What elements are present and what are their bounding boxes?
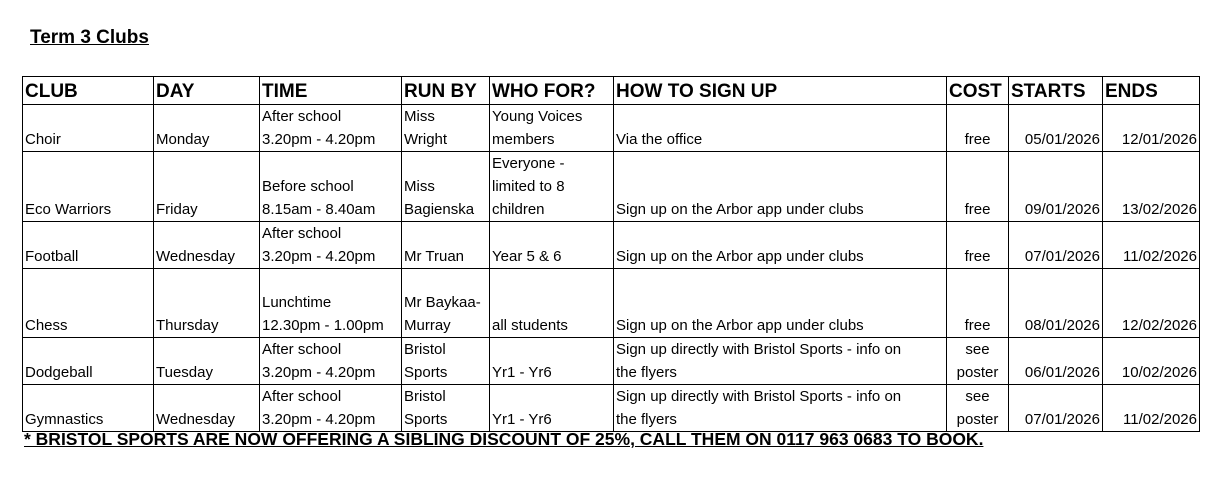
run-by-cell: [402, 269, 490, 338]
time-cell-line: 3.20pm - 4.20pm: [262, 364, 376, 381]
day-cell: Monday: [154, 105, 260, 152]
who-for-cell: [490, 269, 614, 338]
club-cell: Chess: [23, 269, 154, 338]
sign-up-cell-line: Sign up directly with Bristol Sports - info on: [616, 341, 902, 358]
sibling-discount-note: * BRISTOL SPORTS ARE NOW OFFERING A SIBLING DISCOUNT OF 25%, CALL THEM ON 0117 963 0683 TO BOOK.: [24, 429, 984, 449]
table-row: [23, 222, 1200, 269]
cost-cell-line: see: [965, 341, 990, 358]
time-cell-line: Lunchtime: [262, 294, 332, 311]
time-cell-line: 12.30pm - 1.00pm: [262, 317, 384, 334]
run-by-cell-line: Wright: [404, 131, 448, 148]
run-by-cell-line: Murray: [404, 317, 451, 334]
cost-cell-line: poster: [956, 364, 999, 381]
table-row: [23, 269, 1200, 338]
table-row: [23, 105, 1200, 152]
ends-cell: 10/02/2026: [1103, 338, 1200, 385]
sign-up-cell-line: the flyers: [616, 364, 677, 381]
cost-cell-line: free: [964, 248, 991, 265]
club-cell: Dodgeball: [23, 338, 154, 385]
cost-cell: [947, 152, 1009, 222]
who-for-cell-line: children: [492, 201, 545, 218]
cost-cell-line: see: [965, 388, 990, 405]
table-row: [23, 152, 1200, 222]
time-cell: [260, 385, 402, 432]
club-cell: Eco Warriors: [23, 152, 154, 222]
run-by-cell-line: Mr Baykaa-: [404, 294, 481, 311]
table-row: [23, 338, 1200, 385]
ends-cell: 12/01/2026: [1103, 105, 1200, 152]
time-cell-line: 3.20pm - 4.20pm: [262, 248, 376, 265]
time-cell-line: After school: [262, 341, 342, 358]
time-cell: [260, 222, 402, 269]
cost-cell: [947, 338, 1009, 385]
sign-up-cell-line: Sign up on the Arbor app under clubs: [616, 201, 864, 218]
time-cell-line: 3.20pm - 4.20pm: [262, 411, 376, 428]
run-by-cell-line: Miss: [404, 178, 435, 195]
club-cell: Choir: [23, 105, 154, 152]
time-cell: [260, 269, 402, 338]
header-club: CLUB: [23, 77, 154, 105]
day-cell: Friday: [154, 152, 260, 222]
header-run-by: RUN BY: [402, 77, 490, 105]
ends-cell: 11/02/2026: [1103, 222, 1200, 269]
sign-up-cell: [614, 338, 947, 385]
time-cell: [260, 152, 402, 222]
who-for-cell: [490, 385, 614, 432]
starts-cell: 06/01/2026: [1009, 338, 1103, 385]
sign-up-cell-line: Sign up on the Arbor app under clubs: [616, 317, 864, 334]
cost-cell-line: free: [964, 317, 991, 334]
who-for-cell: [490, 338, 614, 385]
time-cell: [260, 338, 402, 385]
day-cell: Thursday: [154, 269, 260, 338]
who-for-cell: [490, 105, 614, 152]
sign-up-cell: [614, 105, 947, 152]
cost-cell: [947, 385, 1009, 432]
run-by-cell: [402, 152, 490, 222]
sign-up-cell-line: the flyers: [616, 411, 677, 428]
ends-cell: 13/02/2026: [1103, 152, 1200, 222]
cost-cell-line: free: [964, 201, 991, 218]
who-for-cell-line: members: [492, 131, 555, 148]
who-for-cell-line: limited to 8: [492, 178, 565, 195]
starts-cell: 07/01/2026: [1009, 385, 1103, 432]
day-cell: Wednesday: [154, 385, 260, 432]
who-for-cell: [490, 222, 614, 269]
run-by-cell-line: Bristol: [404, 341, 446, 358]
clubs-table: [22, 76, 1200, 432]
time-cell-line: 8.15am - 8.40am: [262, 201, 376, 218]
table-row: [23, 385, 1200, 432]
who-for-cell-line: Yr1 - Yr6: [492, 364, 552, 381]
header-ends: ENDS: [1103, 77, 1200, 105]
sign-up-cell: [614, 269, 947, 338]
club-cell: Gymnastics: [23, 385, 154, 432]
run-by-cell: [402, 105, 490, 152]
sign-up-cell-line: Via the office: [616, 131, 703, 148]
who-for-cell-line: all students: [492, 317, 568, 334]
run-by-cell: [402, 338, 490, 385]
run-by-cell-line: Bristol: [404, 388, 446, 405]
starts-cell: 05/01/2026: [1009, 105, 1103, 152]
ends-cell: 12/02/2026: [1103, 269, 1200, 338]
starts-cell: 08/01/2026: [1009, 269, 1103, 338]
header-cost: COST: [947, 77, 1009, 105]
time-cell-line: After school: [262, 225, 342, 242]
time-cell-line: After school: [262, 108, 342, 125]
header-how-to-sign-up: HOW TO SIGN UP: [614, 77, 947, 105]
sign-up-cell: [614, 152, 947, 222]
starts-cell: 07/01/2026: [1009, 222, 1103, 269]
cost-cell: [947, 269, 1009, 338]
sign-up-cell-line: Sign up on the Arbor app under clubs: [616, 248, 864, 265]
who-for-cell-line: Young Voices: [492, 108, 583, 125]
run-by-cell-line: Sports: [404, 411, 448, 428]
run-by-cell-line: Mr Truan: [404, 248, 465, 265]
who-for-cell-line: Year 5 & 6: [492, 248, 562, 265]
day-cell: Wednesday: [154, 222, 260, 269]
run-by-cell-line: Bagienska: [404, 201, 475, 218]
run-by-cell-line: Miss: [404, 108, 435, 125]
cost-cell-line: poster: [956, 411, 999, 428]
club-cell: Football: [23, 222, 154, 269]
header-time: TIME: [260, 77, 402, 105]
time-cell-line: After school: [262, 388, 342, 405]
header-starts: STARTS: [1009, 77, 1103, 105]
starts-cell: 09/01/2026: [1009, 152, 1103, 222]
cost-cell-line: free: [964, 131, 991, 148]
time-cell: [260, 105, 402, 152]
cost-cell: [947, 222, 1009, 269]
header-day: DAY: [154, 77, 260, 105]
who-for-cell: [490, 152, 614, 222]
time-cell-line: Before school: [262, 178, 354, 195]
ends-cell: 11/02/2026: [1103, 385, 1200, 432]
run-by-cell: [402, 385, 490, 432]
who-for-cell-line: Everyone -: [492, 155, 565, 172]
sign-up-cell: [614, 222, 947, 269]
page-title: Term 3 Clubs: [30, 27, 149, 48]
time-cell-line: 3.20pm - 4.20pm: [262, 131, 376, 148]
sign-up-cell-line: Sign up directly with Bristol Sports - info on: [616, 388, 902, 405]
run-by-cell-line: Sports: [404, 364, 448, 381]
run-by-cell: [402, 222, 490, 269]
cost-cell: [947, 105, 1009, 152]
header-who-for: WHO FOR?: [490, 77, 614, 105]
sign-up-cell: [614, 385, 947, 432]
who-for-cell-line: Yr1 - Yr6: [492, 411, 552, 428]
day-cell: Tuesday: [154, 338, 260, 385]
header-row: [23, 77, 1200, 105]
